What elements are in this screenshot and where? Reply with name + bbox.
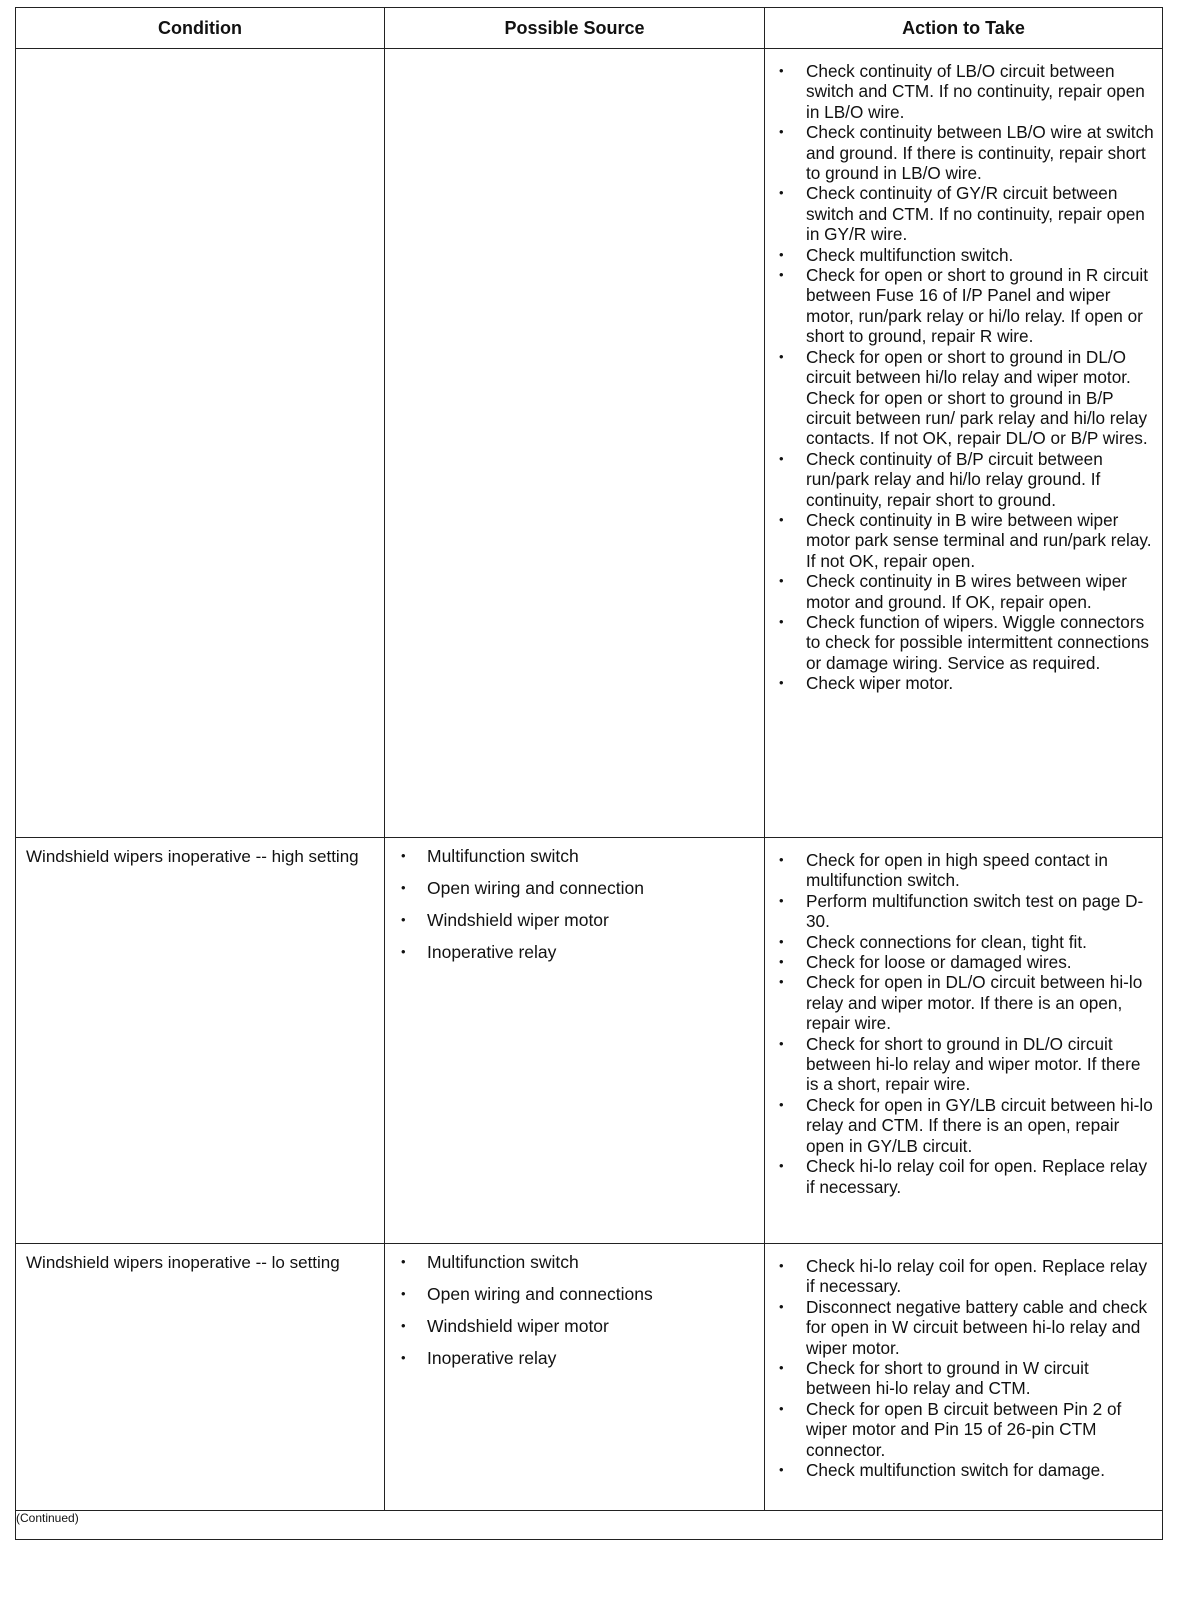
diagnostic-page: [15, 7, 1162, 1597]
action-item: • Check continuity of LB/O circuit between switch and CTM. If no continuity, repair open in LB/O wire.: [779, 61, 1156, 122]
action-item: • Check for open B circuit between Pin 2 of wiper motor and Pin 15 of 26-pin CTM connector.: [779, 1399, 1156, 1460]
action-item: • Check for open in GY/LB circuit between hi-lo relay and CTM. If there is an open, repair open in GY/LB circuit.: [779, 1095, 1156, 1156]
action-item: • Check for short to ground in DL/O circuit between hi-lo relay and wiper motor. If there is a short, repair wire.: [779, 1034, 1156, 1095]
action-item: • Check hi-lo relay coil for open. Replace relay if necessary.: [779, 1156, 1156, 1197]
source-cell: [385, 838, 765, 1244]
source-cell: [385, 49, 765, 838]
action-item: • Check connections for clean, tight fit.: [779, 932, 1156, 952]
header-condition: Condition: [16, 8, 385, 49]
action-item: • Check multifunction switch for damage.: [779, 1460, 1156, 1480]
action-cell: [765, 49, 1163, 838]
table-row: [16, 838, 1163, 1244]
table-row: [16, 49, 1163, 838]
header-row: [16, 8, 1163, 49]
action-cell: [765, 1244, 1163, 1511]
source-list: [385, 1244, 764, 1368]
continued-note: (Continued): [16, 1511, 1163, 1540]
action-item: • Check multifunction switch.: [779, 245, 1156, 265]
action-item: • Check continuity in B wire between wiper motor park sense terminal and run/park relay. If not OK, repair open.: [779, 510, 1156, 571]
action-item: • Check for open in high speed contact in multifunction switch.: [779, 850, 1156, 891]
condition-cell: [16, 838, 385, 1244]
source-item: • Windshield wiper motor: [401, 1316, 764, 1336]
action-item: • Check wiper motor.: [779, 673, 1156, 693]
condition-text: [16, 49, 384, 58]
action-item: • Disconnect negative battery cable and check for open in W circuit between hi-lo relay and wiper motor.: [779, 1297, 1156, 1358]
source-item: • Windshield wiper motor: [401, 910, 764, 930]
diagnostic-table: [15, 7, 1163, 1540]
action-item: • Check function of wipers. Wiggle connectors to check for possible intermittent connections or damage wiring. Service as required.: [779, 612, 1156, 673]
action-item: • Check for open or short to ground in DL/O circuit between hi/lo relay and wiper motor. Check for open or short to ground in B/P circuit between run/ park relay and hi/lo relay contacts. If not OK, repair DL/O or B/P wires.: [779, 347, 1156, 449]
source-item: • Inoperative relay: [401, 942, 764, 962]
action-list: [765, 838, 1162, 1207]
action-item: • Check continuity of GY/R circuit between switch and CTM. If no continuity, repair open in GY/R wire.: [779, 183, 1156, 244]
table-row: [16, 1244, 1163, 1511]
action-item: • Check continuity in B wires between wiper motor and ground. If OK, repair open.: [779, 571, 1156, 612]
continued-row: [16, 1511, 1163, 1540]
condition-cell: [16, 1244, 385, 1511]
source-item: • Open wiring and connection: [401, 878, 764, 898]
action-list: [765, 1244, 1162, 1490]
action-cell: [765, 838, 1163, 1244]
header-action-to-take: Action to Take: [765, 8, 1163, 49]
action-item: • Perform multifunction switch test on page D-30.: [779, 891, 1156, 932]
action-item: • Check continuity of B/P circuit between run/park relay and hi/lo relay ground. If continuity, repair short to ground.: [779, 449, 1156, 510]
condition-cell: [16, 49, 385, 838]
action-item: • Check for open in DL/O circuit between hi-lo relay and wiper motor. If there is an open, repair wire.: [779, 972, 1156, 1033]
source-item: • Open wiring and connections: [401, 1284, 764, 1304]
source-item: • Multifunction switch: [401, 846, 764, 866]
action-item: • Check continuity between LB/O wire at switch and ground. If there is continuity, repair short to ground in LB/O wire.: [779, 122, 1156, 183]
source-cell: [385, 1244, 765, 1511]
action-item: • Check hi-lo relay coil for open. Replace relay if necessary.: [779, 1256, 1156, 1297]
source-item: • Inoperative relay: [401, 1348, 764, 1368]
action-item: • Check for loose or damaged wires.: [779, 952, 1156, 972]
source-list: [385, 49, 764, 57]
condition-text: Windshield wipers inoperative -- lo setting: [26, 1253, 340, 1272]
action-item: • Check for open or short to ground in R circuit between Fuse 16 of I/P Panel and wiper motor, run/park relay or hi/lo relay. If open or short to ground, repair R wire.: [779, 265, 1156, 347]
condition-text: Windshield wipers inoperative -- high setting: [26, 847, 359, 866]
source-list: [385, 838, 764, 962]
source-item: • Multifunction switch: [401, 1252, 764, 1272]
action-item: • Check for short to ground in W circuit between hi-lo relay and CTM.: [779, 1358, 1156, 1399]
action-list: [765, 49, 1162, 704]
header-possible-source: Possible Source: [385, 8, 765, 49]
